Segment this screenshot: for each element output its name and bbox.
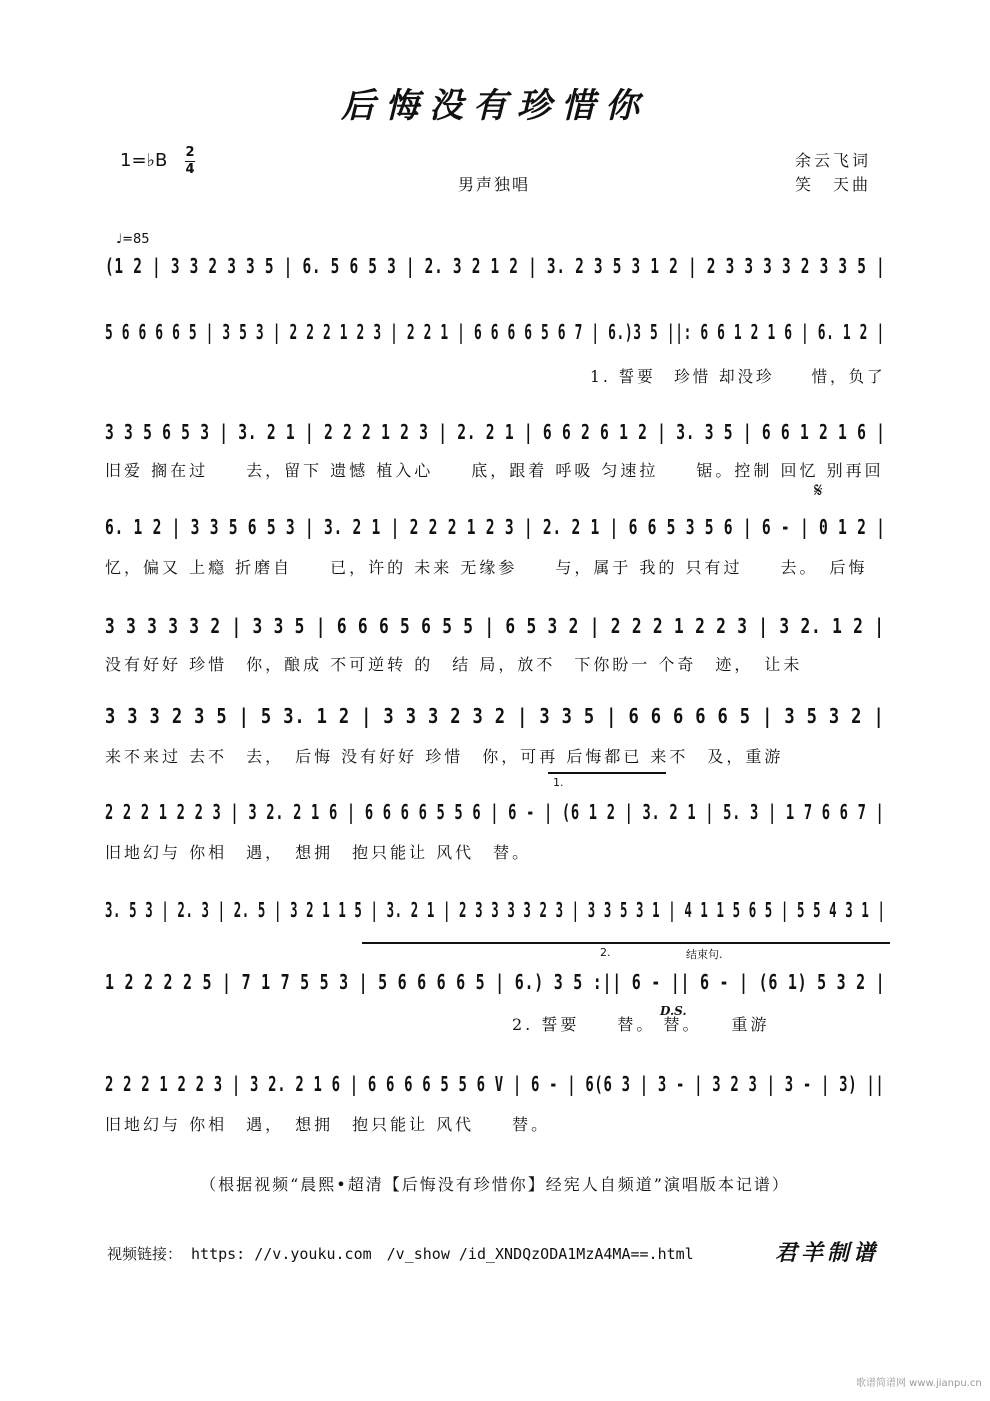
transcriber-signature: 君羊制谱 (775, 1240, 880, 1266)
lyrics-line-9: 2. 誓要 替。 替。 重游 (512, 1015, 770, 1034)
notes-line-4: 6. 1 2 | 3 3 5 6 5 3 | 3. 2 1 | 2 2 2 1 2 3 | 2. 2 1 | 6 6 5 3 5 6 | 6 - | 0 1 2 | (105, 515, 886, 539)
time-signature (185, 146, 195, 177)
volta-1-label: 1. (553, 776, 564, 789)
notes-line-2: 5 6 6 6 6 5 | 3 5 3 | 2 2 2 1 2 3 | 2 2 1 | 6 6 6 6 5 6 7 | 6.)3 5 ||: 6 6 1 2 1 6 | 6. 1 2 | (105, 320, 885, 344)
volta-1-bracket (548, 772, 666, 774)
ending-label: 结束句. (686, 948, 723, 961)
tempo-mark: ♩=85 (116, 232, 150, 247)
lyrics-line-7: 旧地幻与 你相 遇， 想拥 抱只能让 风代 替。 (105, 843, 532, 862)
voice-type: 男声独唱 (458, 175, 531, 194)
video-link[interactable]: 视频链接： https: //v.youku.com /v_show /id_XNDQzODA1MzA4MA==.html (107, 1245, 694, 1263)
lyrics-line-10: 旧地幻与 你相 遇， 想拥 抱只能让 风代 替。 (105, 1115, 551, 1134)
lyrics-line-6: 来不来过 去不 去， 后悔 没有好好 珍惜 你，可再 后悔都已 来不 及，重游 (105, 747, 784, 766)
notes-line-9: 1 2 2 2 2 5 | 7 1 7 5 5 3 | 5 6 6 6 6 5 | 6.) 3 5 :|| 6 - || 6 - | (6 1) 5 3 2 | (105, 970, 886, 994)
segno-mark: 𝄋 (814, 478, 823, 502)
notes-line-7: 2 2 2 1 2 2 3 | 3 2. 2 1 6 | 6 6 6 6 5 5 6 | 6 - | (6 1 2 | 3. 2 1 | 5. 3 | 1 7 6 6 7 | (105, 800, 885, 824)
source-note: （根据视频“晨熙•超清【后悔没有珍惜你】经宪人自频道”演唱版本记谱） (200, 1175, 790, 1194)
notes-line-3: 3 3 5 6 5 3 | 3. 2 1 | 2 2 2 1 2 3 | 2. 2 1 | 6 6 2 6 1 2 | 3. 3 5 | 6 6 1 2 1 6 | (105, 420, 886, 444)
composer-credit: 笑 天曲 (795, 175, 872, 194)
lyrics-line-4: 忆，偏又 上瘾 折磨自 已，许的 未来 无缘参 与，属于 我的 只有过 去。 后悔 (105, 558, 868, 577)
watermark: 歌谱简谱网 www.jianpu.cn (856, 1378, 982, 1389)
key-signature: 1=♭B (120, 150, 168, 171)
notes-line-10: 2 2 2 1 2 2 3 | 3 2. 2 1 6 | 6 6 6 6 5 5 6 V | 6 - | 6(6 3 | 3 - | 3 2 3 | 3 - | 3) || (105, 1072, 885, 1096)
notes-line-5: 3 3 3 3 3 2 | 3 3 5 | 6 6 6 5 6 5 5 | 6 5 3 2 | 2 2 2 1 2 2 3 | 3 2. 1 2 | (105, 614, 885, 638)
lyricist-credit: 余云飞词 (795, 151, 872, 170)
ds-mark: D.S. (660, 1004, 687, 1018)
lyrics-line-2: 1. 誓要 珍惜 却没珍 惜，负了 (590, 367, 886, 386)
lyrics-line-5: 没有好好 珍惜 你，酿成 不可逆转 的 结 局，放不 下你盼一 个奇 迹， 让未 (105, 655, 803, 674)
page-title: 后悔没有珍惜你 (341, 86, 649, 126)
meter-top: 2 (185, 145, 195, 160)
notes-line-8: 3. 5 3 | 2. 3 | 2. 5 | 3 2 1 1 5 | 3. 2 1 | 2 3 3 3 3 2 3 | 3 3 5 3 1 | 4 1 1 5 6 5 | 5 5 4 3 1 | (105, 898, 886, 922)
meter-bottom: 4 (185, 162, 195, 177)
lyrics-line-3: 旧爱 搁在过 去，留下 遗憾 植入心 底，跟着 呼吸 匀速拉 锯。控制 回忆 别再回 (105, 461, 884, 480)
notes-line-1: (1 2 | 3 3 2 3 3 5 | 6. 5 6 5 3 | 2. 3 2 1 2 | 3. 2 3 5 3 1 2 | 2 3 3 3 3 2 3 3 5 | (105, 254, 886, 278)
notes-line-6: 3 3 3 2 3 5 | 5 3. 1 2 | 3 3 3 2 3 2 | 3 3 5 | 6 6 6 6 6 5 | 3 5 3 2 | (105, 704, 885, 728)
volta-2-bracket (362, 942, 890, 944)
volta-2-label: 2. (600, 946, 611, 959)
